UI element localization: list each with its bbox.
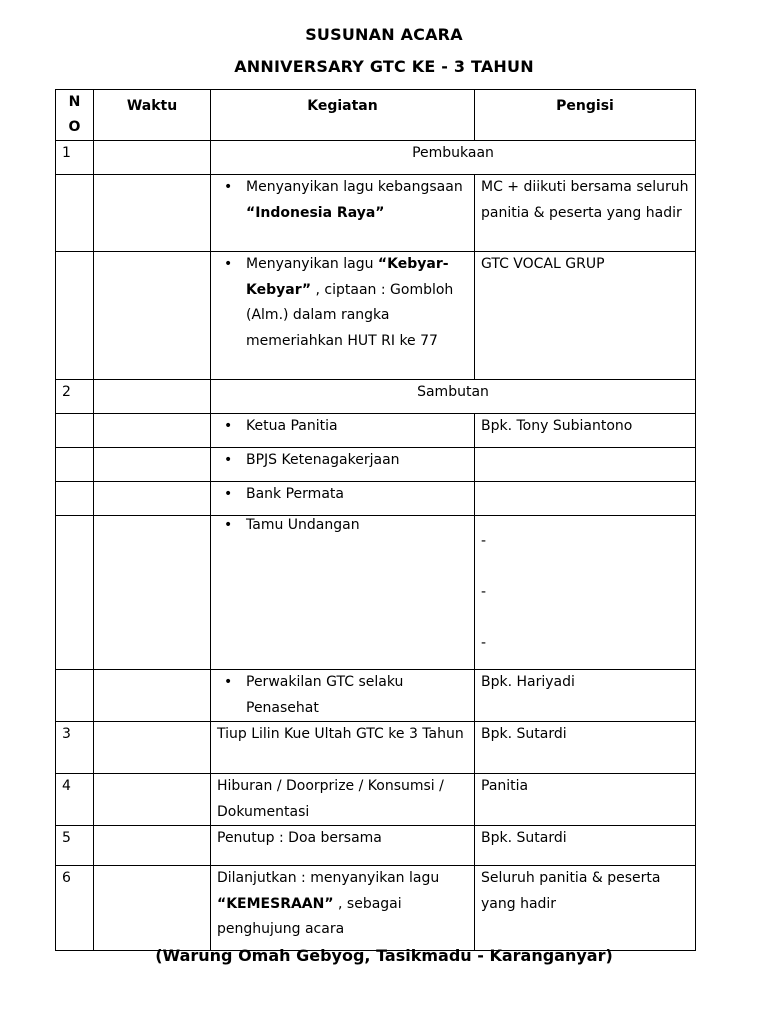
kegiatan-cell [211, 414, 475, 448]
row-number [56, 175, 94, 252]
row-number [56, 482, 94, 516]
row-number: 3 [56, 722, 94, 774]
table-row [56, 516, 696, 670]
header-pengisi: Pengisi [475, 90, 696, 141]
list-item: • Bank Permata [246, 482, 468, 508]
kegiatan-cell [211, 175, 475, 252]
kegiatan-cell [211, 670, 475, 722]
row-number [56, 516, 94, 670]
table-row [56, 414, 696, 448]
kegiatan-cell: Tiup Lilin Kue Ultah GTC ke 3 Tahun [211, 722, 475, 774]
dash-entry: - [481, 635, 487, 651]
waktu-cell [94, 414, 211, 448]
pengisi-cell: Seluruh panitia & peserta yang hadir [475, 866, 696, 951]
table-row [56, 774, 696, 826]
table-row [56, 866, 696, 951]
document-title: SUSUNAN ACARA [305, 25, 463, 44]
kegiatan-cell [211, 482, 475, 516]
row-number: 1 [56, 141, 94, 175]
header-kegiatan: Kegiatan [211, 90, 475, 141]
table-header-row [56, 90, 696, 141]
list-item: • BPJS Ketenagakerjaan [246, 448, 468, 474]
pengisi-cell: Panitia [475, 774, 696, 826]
kegiatan-cell [211, 252, 475, 380]
agenda-table [55, 89, 696, 951]
row-number [56, 414, 94, 448]
section-heading: Pembukaan [211, 141, 696, 175]
header-waktu: Waktu [94, 90, 211, 141]
waktu-cell [94, 774, 211, 826]
kegiatan-cell [211, 516, 475, 670]
pengisi-cell: Bpk. Hariyadi [475, 670, 696, 722]
section-heading: Sambutan [211, 380, 696, 414]
table-row [56, 448, 696, 482]
waktu-cell [94, 722, 211, 774]
row-number: 2 [56, 380, 94, 414]
table-row [56, 482, 696, 516]
pengisi-cell: Bpk. Sutardi [475, 722, 696, 774]
row-number [56, 252, 94, 380]
waktu-cell [94, 252, 211, 380]
kegiatan-cell [211, 448, 475, 482]
table-row [56, 670, 696, 722]
venue-footer: (Warung Omah Gebyog, Tasikmadu - Karanganyar) [155, 946, 613, 965]
list-item: • Menyanyikan lagu kebangsaan “Indonesia Raya” [246, 175, 468, 226]
kegiatan-cell: Dilanjutkan : menyanyikan lagu “KEMESRAAN” , sebagai penghujung acara [211, 866, 475, 951]
list-item: • Perwakilan GTC selaku Penasehat [246, 670, 468, 721]
pengisi-cell: GTC VOCAL GRUP [475, 252, 696, 380]
table-row [56, 380, 696, 414]
waktu-cell [94, 670, 211, 722]
table-row [56, 252, 696, 380]
waktu-cell [94, 175, 211, 252]
row-number [56, 448, 94, 482]
pengisi-cell: Bpk. Sutardi [475, 826, 696, 866]
table-row [56, 175, 696, 252]
table-row [56, 722, 696, 774]
waktu-cell [94, 516, 211, 670]
pengisi-cell: Bpk. Tony Subiantono [475, 414, 696, 448]
row-number: 6 [56, 866, 94, 951]
pengisi-cell: MC + diikuti bersama seluruh panitia & peserta yang hadir [475, 175, 696, 252]
kegiatan-cell: Hiburan / Doorprize / Konsumsi / Dokumentasi [211, 774, 475, 826]
pengisi-cell [475, 448, 696, 482]
waktu-cell [94, 448, 211, 482]
table-row [56, 141, 696, 175]
waktu-cell [94, 826, 211, 866]
table-row [56, 826, 696, 866]
dash-entry: - [481, 584, 487, 600]
pengisi-cell [475, 482, 696, 516]
kegiatan-cell: Penutup : Doa bersama [211, 826, 475, 866]
list-item: • Tamu Undangan [246, 516, 468, 534]
waktu-cell [94, 380, 211, 414]
waktu-cell [94, 141, 211, 175]
row-number: 4 [56, 774, 94, 826]
list-item: • Menyanyikan lagu “Kebyar-Kebyar” , ciptaan : Gombloh (Alm.) dalam rangka memeriahkan HUT RI ke 77 [246, 252, 468, 354]
pengisi-cell [475, 516, 696, 670]
waktu-cell [94, 482, 211, 516]
dash-entry: - [481, 533, 487, 549]
header-no: N O [56, 90, 94, 141]
row-number: 5 [56, 826, 94, 866]
row-number [56, 670, 94, 722]
waktu-cell [94, 866, 211, 951]
document-subtitle: ANNIVERSARY GTC KE - 3 TAHUN [234, 57, 534, 76]
list-item: • Ketua Panitia [246, 414, 468, 440]
